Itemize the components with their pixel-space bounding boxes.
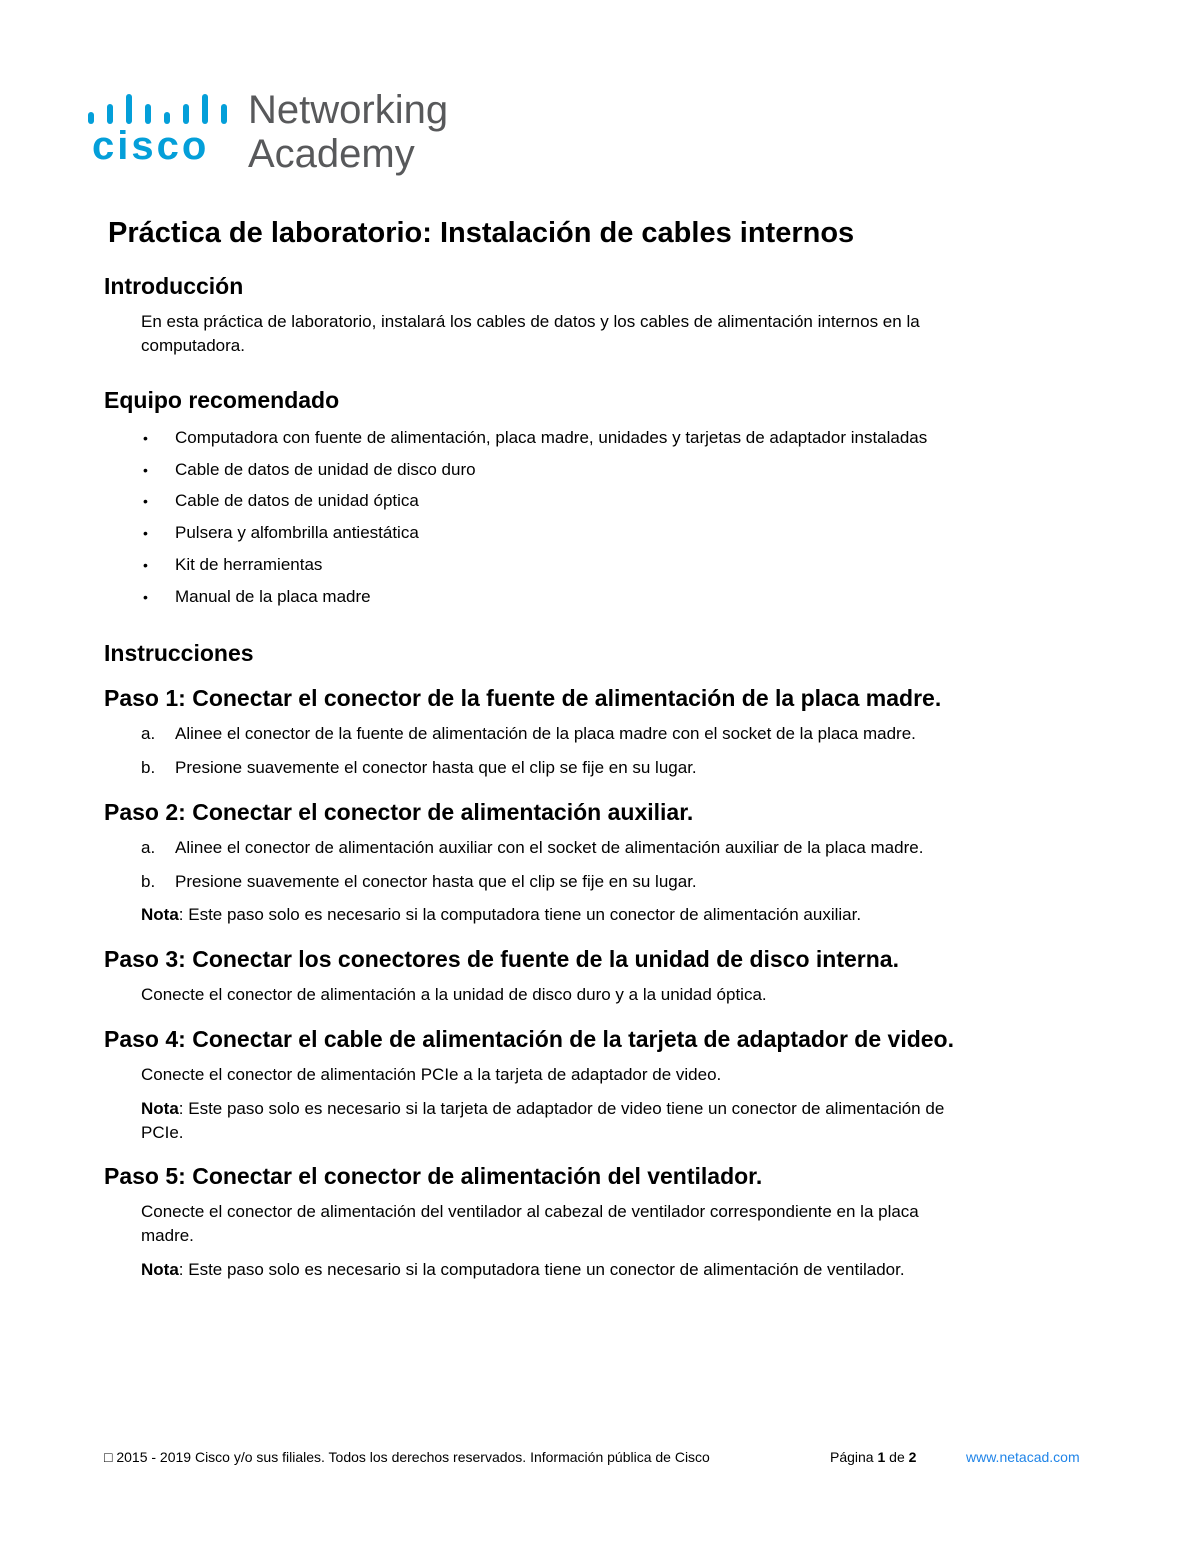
list-bullet: • (143, 589, 148, 605)
intro-text-line2: computadora. (141, 336, 245, 355)
intro-heading: Introducción (104, 273, 244, 299)
list-item: Cable de datos de unidad de disco duro (175, 460, 476, 479)
step1-a-label: a. (141, 724, 156, 743)
instructions-heading: Instrucciones (104, 640, 254, 666)
step2-b-text: Presione suavemente el conector hasta que el clip se fije en su lugar. (175, 872, 697, 891)
step1-b-text: Presione suavemente el conector hasta que el clip se fije en su lugar. (175, 758, 697, 777)
step4-note (141, 1097, 944, 1121)
cisco-networking-academy-logo (86, 88, 466, 178)
list-bullet: • (143, 557, 148, 573)
step3-heading: Paso 3: Conectar los conectores de fuente de la unidad de disco interna. (104, 946, 899, 972)
step4-text: Conecte el conector de alimentación PCIe a la tarjeta de adaptador de video. (141, 1065, 722, 1084)
step2-a-label: a. (141, 838, 156, 857)
step1-heading: Paso 1: Conectar el conector de la fuente de alimentación de la placa madre. (104, 685, 942, 711)
page-title: Práctica de laboratorio: Instalación de cables internos (108, 217, 855, 249)
step1-a-text: Alinee el conector de la fuente de alimentación de la placa madre con el socket de la placa madre. (175, 724, 916, 743)
footer-copyright: □ 2015 - 2019 Cisco y/o sus filiales. Todos los derechos reservados. Información pública de Cisco (104, 1449, 710, 1465)
list-item: Cable de datos de unidad óptica (175, 491, 419, 510)
list-bullet: • (143, 493, 148, 509)
cisco-bridge-icon (86, 94, 234, 124)
list-bullet: • (143, 430, 148, 446)
step1-b-label: b. (141, 758, 156, 777)
cisco-wordmark: cisco (92, 124, 210, 168)
step4-heading: Paso 4: Conectar el cable de alimentación de la tarjeta de adaptador de video. (104, 1026, 955, 1052)
page-current: 1 (877, 1449, 886, 1465)
note-label: Nota (141, 1260, 179, 1279)
product-name-line1: Networking (248, 88, 449, 132)
step3-text: Conecte el conector de alimentación a la unidad de disco duro y a la unidad óptica. (141, 985, 767, 1004)
step2-heading: Paso 2: Conectar el conector de alimentación auxiliar. (104, 799, 694, 825)
step4-note-text: : Este paso solo es necesario si la tarjeta de adaptador de video tiene un conector de alimentación de (178, 1099, 945, 1118)
list-item: Pulsera y alfombrilla antiestática (175, 523, 419, 542)
equipment-heading: Equipo recomendado (104, 387, 340, 413)
intro-text-line1: En esta práctica de laboratorio, instalará los cables de datos y los cables de alimentación internos en la (141, 312, 920, 331)
step2-b-label: b. (141, 872, 156, 891)
step5-note-text: : Este paso solo es necesario si la computadora tiene un conector de alimentación de ventilador. (178, 1260, 905, 1279)
footer-url-link[interactable]: www.netacad.com (966, 1449, 1080, 1465)
list-item: Manual de la placa madre (175, 587, 371, 606)
page-prefix: Página (830, 1449, 878, 1465)
note-label: Nota (141, 905, 179, 924)
page-sep: de (885, 1449, 909, 1465)
step2-note (141, 903, 861, 927)
step5-heading: Paso 5: Conectar el conector de alimentación del ventilador. (104, 1163, 763, 1189)
step2-note-text: : Este paso solo es necesario si la computadora tiene un conector de alimentación auxiliar. (178, 905, 862, 924)
list-item: Computadora con fuente de alimentación, placa madre, unidades y tarjetas de adaptador instaladas (175, 428, 928, 447)
product-name-line2: Academy (248, 132, 415, 176)
product-name (248, 88, 448, 176)
note-label: Nota (141, 1099, 179, 1118)
step5-note (141, 1258, 905, 1282)
footer-page-number (830, 1447, 916, 1467)
list-bullet: • (143, 462, 148, 478)
step5-text-line2: madre. (141, 1226, 194, 1245)
step2-a-text: Alinee el conector de alimentación auxiliar con el socket de alimentación auxiliar de la placa madre. (175, 838, 924, 857)
page-total: 2 (908, 1449, 917, 1465)
list-item: Kit de herramientas (175, 555, 323, 574)
step4-note-line2: PCIe. (141, 1123, 184, 1142)
list-bullet: • (143, 525, 148, 541)
step5-text-line1: Conecte el conector de alimentación del ventilador al cabezal de ventilador correspondiente en la placa (141, 1202, 919, 1221)
